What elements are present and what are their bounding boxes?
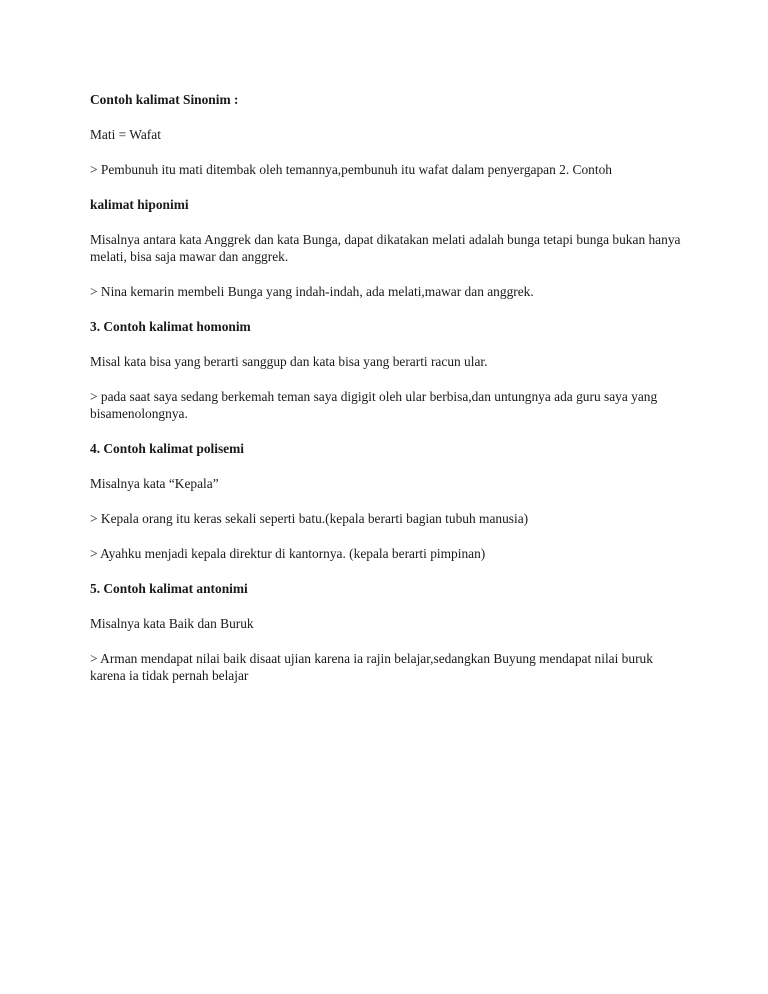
- paragraph-polisemi-sentence-2: > Ayahku menjadi kepala direktur di kantornya. (kepala berarti pimpinan): [90, 546, 486, 561]
- paragraph-sinonim-sentence: > Pembunuh itu mati ditembak oleh temannya,pembunuh itu wafat dalam penyergapan 2. Contoh: [90, 162, 612, 177]
- paragraph-sinonim-example: Mati = Wafat: [90, 127, 161, 142]
- paragraph-hiponimi-example: Misalnya antara kata Anggrek dan kata Bunga, dapat dikatakan melati adalah bunga tetapi bunga bukan hanya melati, bisa saja mawar dan anggrek.: [90, 232, 681, 264]
- heading-hiponimi: kalimat hiponimi: [90, 197, 189, 212]
- heading-polisemi: 4. Contoh kalimat polisemi: [90, 441, 245, 456]
- paragraph-homonim-example: Misal kata bisa yang berarti sanggup dan kata bisa yang berarti racun ular.: [90, 354, 488, 369]
- heading-antonimi: 5. Contoh kalimat antonimi: [90, 581, 248, 596]
- paragraph-polisemi-example: Misalnya kata “Kepala”: [90, 476, 219, 491]
- paragraph-antonimi-example: Misalnya kata Baik dan Buruk: [90, 616, 254, 631]
- paragraph-homonim-sentence: > pada saat saya sedang berkemah teman saya digigit oleh ular berbisa,dan untungnya ada guru saya yang bisamenolongnya.: [90, 389, 658, 421]
- document-body: [90, 91, 690, 702]
- heading-homonim: 3. Contoh kalimat homonim: [90, 319, 251, 334]
- heading-sinonim: Contoh kalimat Sinonim :: [90, 92, 239, 107]
- paragraph-hiponimi-sentence: > Nina kemarin membeli Bunga yang indah-indah, ada melati,mawar dan anggrek.: [90, 284, 534, 299]
- paragraph-polisemi-sentence-1: > Kepala orang itu keras sekali seperti batu.(kepala berarti bagian tubuh manusia): [90, 511, 529, 526]
- paragraph-antonimi-sentence: > Arman mendapat nilai baik disaat ujian karena ia rajin belajar,sedangkan Buyung mendapat nilai buruk karena ia tidak pernah belajar: [90, 651, 653, 683]
